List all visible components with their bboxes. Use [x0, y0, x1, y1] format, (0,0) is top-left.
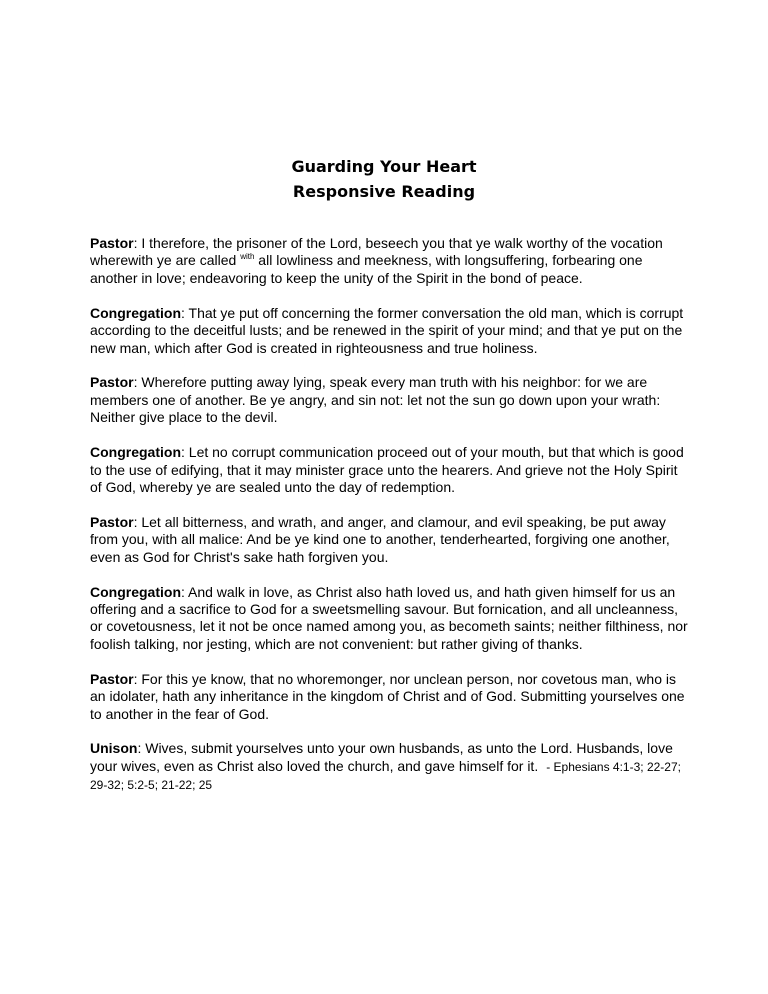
document-subtitle: Responsive Reading [292, 182, 476, 201]
speaker-label: Congregation [90, 304, 181, 321]
reading-text: : Let all bitterness, and wrath, and anger, and clamour, and evil speaking, be put away from you, with all malice: And be ye kind one to another, tenderhearted, forgiving one another, even as God for Christ's sake hath forgiven you. [90, 513, 670, 565]
reading-text: : I therefore, the prisoner of the Lord, beseech you that ye walk worthy of the vocation wherewith ye are called [90, 235, 663, 269]
reading-paragraph [90, 235, 690, 287]
title-block [0, 154, 768, 204]
speaker-label: Unison [90, 740, 138, 757]
reading-paragraph [90, 514, 690, 566]
speaker-label: Congregation [90, 444, 181, 461]
reading-text: : That ye put off concerning the former conversation the old man, which is corrupt according to the deceitful lusts; and be renewed in the spirit of your mind; and that ye put on the new man, which after God is created in righteousness and true holiness. [90, 304, 684, 356]
reading-paragraph [90, 671, 690, 723]
speaker-label: Pastor [90, 235, 134, 251]
speaker-label: Pastor [90, 513, 134, 530]
speaker-label: Pastor [90, 374, 134, 391]
reading-text: : Wives, submit yourselves unto your own husbands, as unto the Lord. Husbands, love your wives, even as Christ also loved the church, and gave himself for it. [90, 740, 673, 774]
reading-paragraph [90, 444, 690, 496]
reading-text: : And walk in love, as Christ also hath loved us, and hath given himself for us an offering and a sacrifice to God for a sweetsmelling savour. But fornication, and all uncleanness, or covetousness, let it not be once named among you, as becometh saints; neither filthiness, nor foolish talking, nor jesting, which are not convenient: but rather giving of thanks. [90, 583, 688, 652]
reading-paragraph [90, 305, 690, 357]
reading-text: all lowliness and meekness, with longsuffering, forbearing one another in love; endeavoring to keep the unity of the Spirit in the bond of peace. [90, 252, 643, 286]
scripture-reference: - Ephesians 4:1-3; 22-27; 29-32; 5:2-5; 21-22; 25 [90, 759, 681, 793]
reading-text: : Let no corrupt communication proceed out of your mouth, but that which is good to the use of edifying, that it may minister grace unto the hearers. And grieve not the Holy Spirit of God, whereby ye are sealed unto the day of redemption. [90, 444, 684, 495]
reading-paragraph [90, 584, 690, 654]
document-title: Guarding Your Heart [291, 157, 477, 176]
reading-text: : Wherefore putting away lying, speak every man truth with his neighbor: for we are members one of another. Be ye angry, and sin not: let not the sun go down upon your wrath: Neither give place to the devil. [90, 374, 661, 426]
reading-paragraph [90, 740, 690, 794]
speaker-label: Pastor [90, 670, 134, 687]
reading-text: : For this ye know, that no whoremonger, nor unclean person, nor covetous man, who is an idolater, hath any inheritance in the kingdom of Christ and of God. Submitting yourselves one to another in the fear of God. [90, 670, 685, 722]
reading-paragraph [90, 374, 690, 426]
reading-body [90, 235, 690, 812]
speaker-label: Congregation [90, 583, 181, 600]
superscript-text: with [240, 252, 255, 262]
